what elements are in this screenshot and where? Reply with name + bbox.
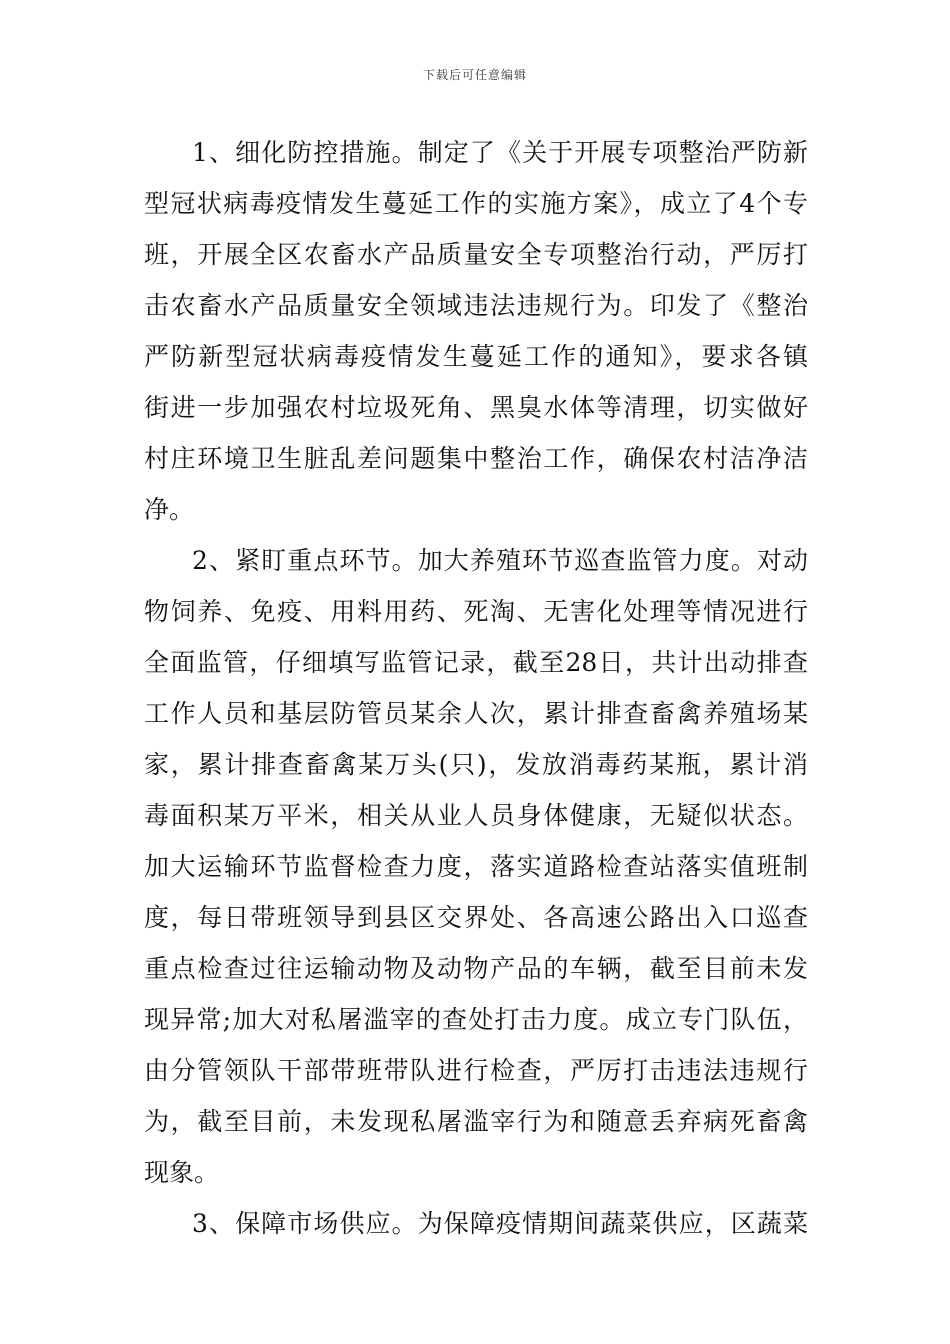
paragraph-3 [144, 1198, 808, 1249]
paragraph-line: 毒面积某万平米，相关从业人员身体健康，无疑似状态。 [144, 801, 808, 830]
paragraph-line: 现异常;加大对私屠滥宰的查处打击力度。成立专门队伍， [144, 1005, 808, 1034]
paragraph-2 [144, 535, 808, 1198]
paragraph-line: 型冠状病毒疫情发生蔓延工作的实施方案》，成立了4个专 [144, 189, 808, 218]
paragraph-1 [144, 127, 808, 535]
paragraph-line: 净。 [144, 495, 195, 524]
paragraph-line: 现象。 [144, 1158, 220, 1187]
paragraph-line: 加大运输环节监督检查力度，落实道路检查站落实值班制 [144, 852, 808, 881]
paragraph-line: 1、细化防控措施。制定了《关于开展专项整治严防新 [192, 138, 808, 167]
paragraph-line: 全面监管，仔细填写监管记录，截至28日，共计出动排查 [144, 648, 808, 677]
paragraph-line: 严防新型冠状病毒疫情发生蔓延工作的通知》，要求各镇 [144, 342, 808, 371]
paragraph-line: 家，累计排查畜禽某万头(只)，发放消毒药某瓶，累计消 [144, 750, 808, 779]
page-header-note: 下载后可任意编辑 [422, 68, 527, 82]
paragraph-line: 为，截至目前，未发现私屠滥宰行为和随意丢弃病死畜禽 [144, 1107, 808, 1136]
paragraph-line: 班，开展全区农畜水产品质量安全专项整治行动，严厉打 [144, 240, 808, 269]
paragraph-line: 度，每日带班领导到县区交界处、各高速公路出入口巡查 [144, 903, 808, 932]
paragraph-line: 3、保障市场供应。为保障疫情期间蔬菜供应，区蔬菜 [192, 1209, 808, 1238]
document-body [144, 127, 808, 1249]
paragraph-line: 街进一步加强农村垃圾死角、黑臭水体等清理，切实做好 [144, 393, 808, 422]
paragraph-line: 击农畜水产品质量安全领域违法违规行为。印发了《整治 [144, 291, 808, 320]
paragraph-line: 由分管领队干部带班带队进行检查，严厉打击违法违规行 [144, 1056, 808, 1085]
paragraph-line: 村庄环境卫生脏乱差问题集中整治工作，确保农村洁净洁 [144, 444, 808, 473]
paragraph-line: 2、紧盯重点环节。加大养殖环节巡查监管力度。对动 [192, 546, 808, 575]
paragraph-line: 重点检查过往运输动物及动物产品的车辆，截至目前未发 [144, 954, 808, 983]
paragraph-line: 工作人员和基层防管员某余人次，累计排查畜禽养殖场某 [144, 699, 808, 728]
paragraph-line: 物饲养、免疫、用料用药、死淘、无害化处理等情况进行 [144, 597, 808, 626]
